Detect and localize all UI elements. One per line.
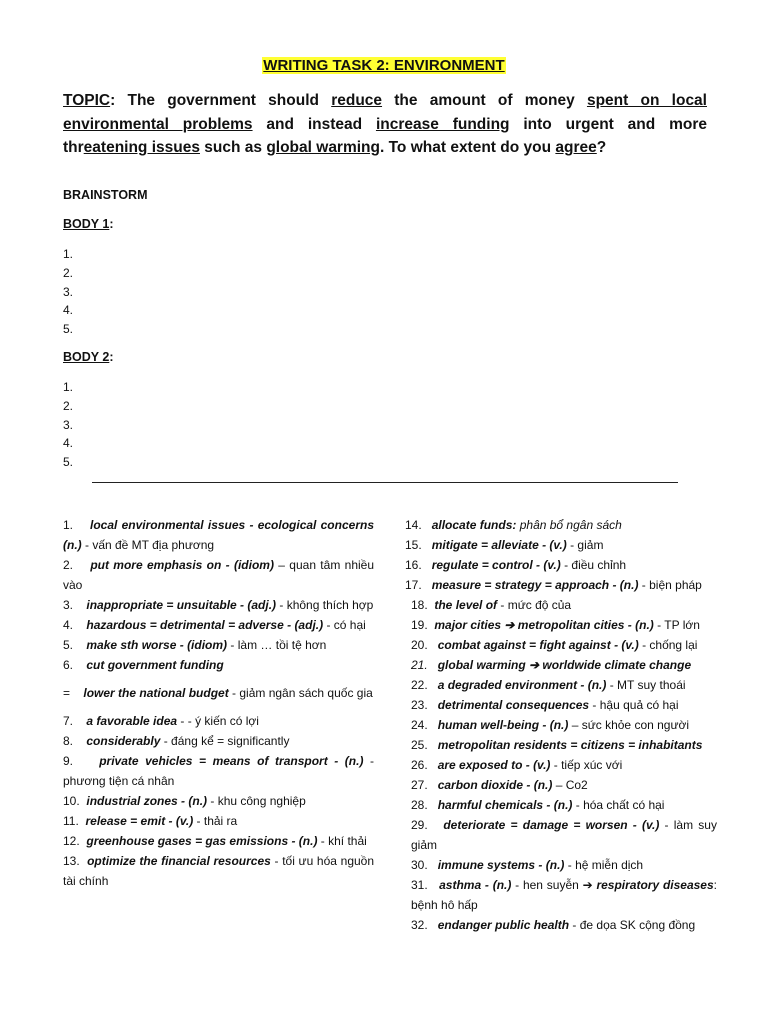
vocab-item: 29. deteriorate = damage = worsen - (v.) - làm suy giảm [411,818,717,852]
vocab-item: 9. private vehicles = means of transport - (n.) - phương tiện cá nhân [63,754,374,788]
body1-item: 1. [63,247,74,261]
brainstorm-heading: BRAINSTORM [63,188,148,202]
body1-item: 3. [63,285,74,299]
body1-item: 5. [63,322,74,336]
vocab-item: 19. major cities ➔ metropolitan cities - (n.) - TP lớn [411,618,700,632]
vocab-item: 32. endanger public health - đe dọa SK cộng đồng [411,918,696,932]
vocab-item: 31. asthma - (n.) - hen suyễn ➔ respiratory diseases: bệnh hô hấp [411,878,717,912]
vocab-right-column [405,515,717,935]
vocab-item: 2. put more emphasis on - (idiom) – quan tâm nhiều vào [63,558,375,592]
vocab-item: 21. global warming ➔ worldwide climate change [411,658,692,672]
vocab-item: 11. release = emit - (v.) - thải ra [63,814,238,828]
vocab-left-column [63,515,374,891]
vocab-item: 13. optimize the financial resources - tối ưu hóa nguồn tài chính [63,854,375,888]
body2-heading: BODY 2: [63,350,114,364]
vocab-item: 4. hazardous = detrimental = adverse - (adj.) - có hại [63,618,366,632]
vocab-item: = lower the national budget - giảm ngân sách quốc gia [63,686,373,700]
topic-paragraph: TOPIC: The government should reduce the amount of money spent on local environmental problems and instead increase funding into urgent and more threatening issues such as global warming. To what extent do you agree? [63,92,707,156]
vocab-item: 8. considerably - đáng kể = significantly [63,734,290,748]
body2-item: 5. [63,455,74,469]
vocab-item: 28. harmful chemicals - (n.) - hóa chất có hại [411,798,665,812]
vocab-item: 30. immune systems - (n.) - hệ miễn dịch [411,858,644,872]
body2-item: 1. [63,380,74,394]
topic-label: TOPIC [63,92,111,109]
vocab-item: 20. combat against = fight against - (v.) - chống lại [411,638,698,652]
body2-item: 4. [63,436,74,450]
divider [92,482,678,483]
vocab-item: 26. are exposed to - (v.) - tiếp xúc với [411,758,623,772]
body2-item: 2. [63,399,74,413]
vocab-item: 22. a degraded environment - (n.) - MT suy thoái [411,678,686,692]
document-title: WRITING TASK 2: ENVIRONMENT [263,57,505,74]
vocab-item: 24. human well-being - (n.) – sức khỏe con người [411,718,690,732]
body1-item: 4. [63,303,74,317]
vocab-item: 15. mitigate = alleviate - (v.) - giảm [405,538,604,552]
vocab-item: 16. regulate = control - (v.) - điều chỉnh [405,558,627,572]
vocab-item: 3. inappropriate = unsuitable - (adj.) - không thích hợp [63,598,374,612]
vocab-item: 14. allocate funds: phân bổ ngân sách [405,518,622,532]
body1-heading: BODY 1: [63,217,114,231]
vocab-item: 5. make sth worse - (idiom) - làm … tồi tệ hơn [63,638,327,652]
vocab-item: 18. the level of - mức độ của [411,598,572,612]
vocab-item: 27. carbon dioxide - (n.) – Co2 [411,778,588,792]
vocab-item: 25. metropolitan residents = citizens = inhabitants [411,738,703,752]
body1-item: 2. [63,266,74,280]
vocab-item: 17. measure = strategy = approach - (n.) - biện pháp [405,578,702,592]
vocab-item: 6. cut government funding [63,658,224,672]
vocab-item: 12. greenhouse gases = gas emissions - (n.) - khí thải [63,834,367,848]
body2-item: 3. [63,418,74,432]
vocab-item: 7. a favorable idea - - ý kiến có lợi [63,714,259,728]
vocab-item: 10. industrial zones - (n.) - khu công nghiệp [63,794,306,808]
vocab-item: 23. detrimental consequences - hậu quả có hại [411,698,679,712]
vocab-item: 1. local environmental issues - ecological concerns (n.) - vấn đề MT địa phương [63,518,374,552]
